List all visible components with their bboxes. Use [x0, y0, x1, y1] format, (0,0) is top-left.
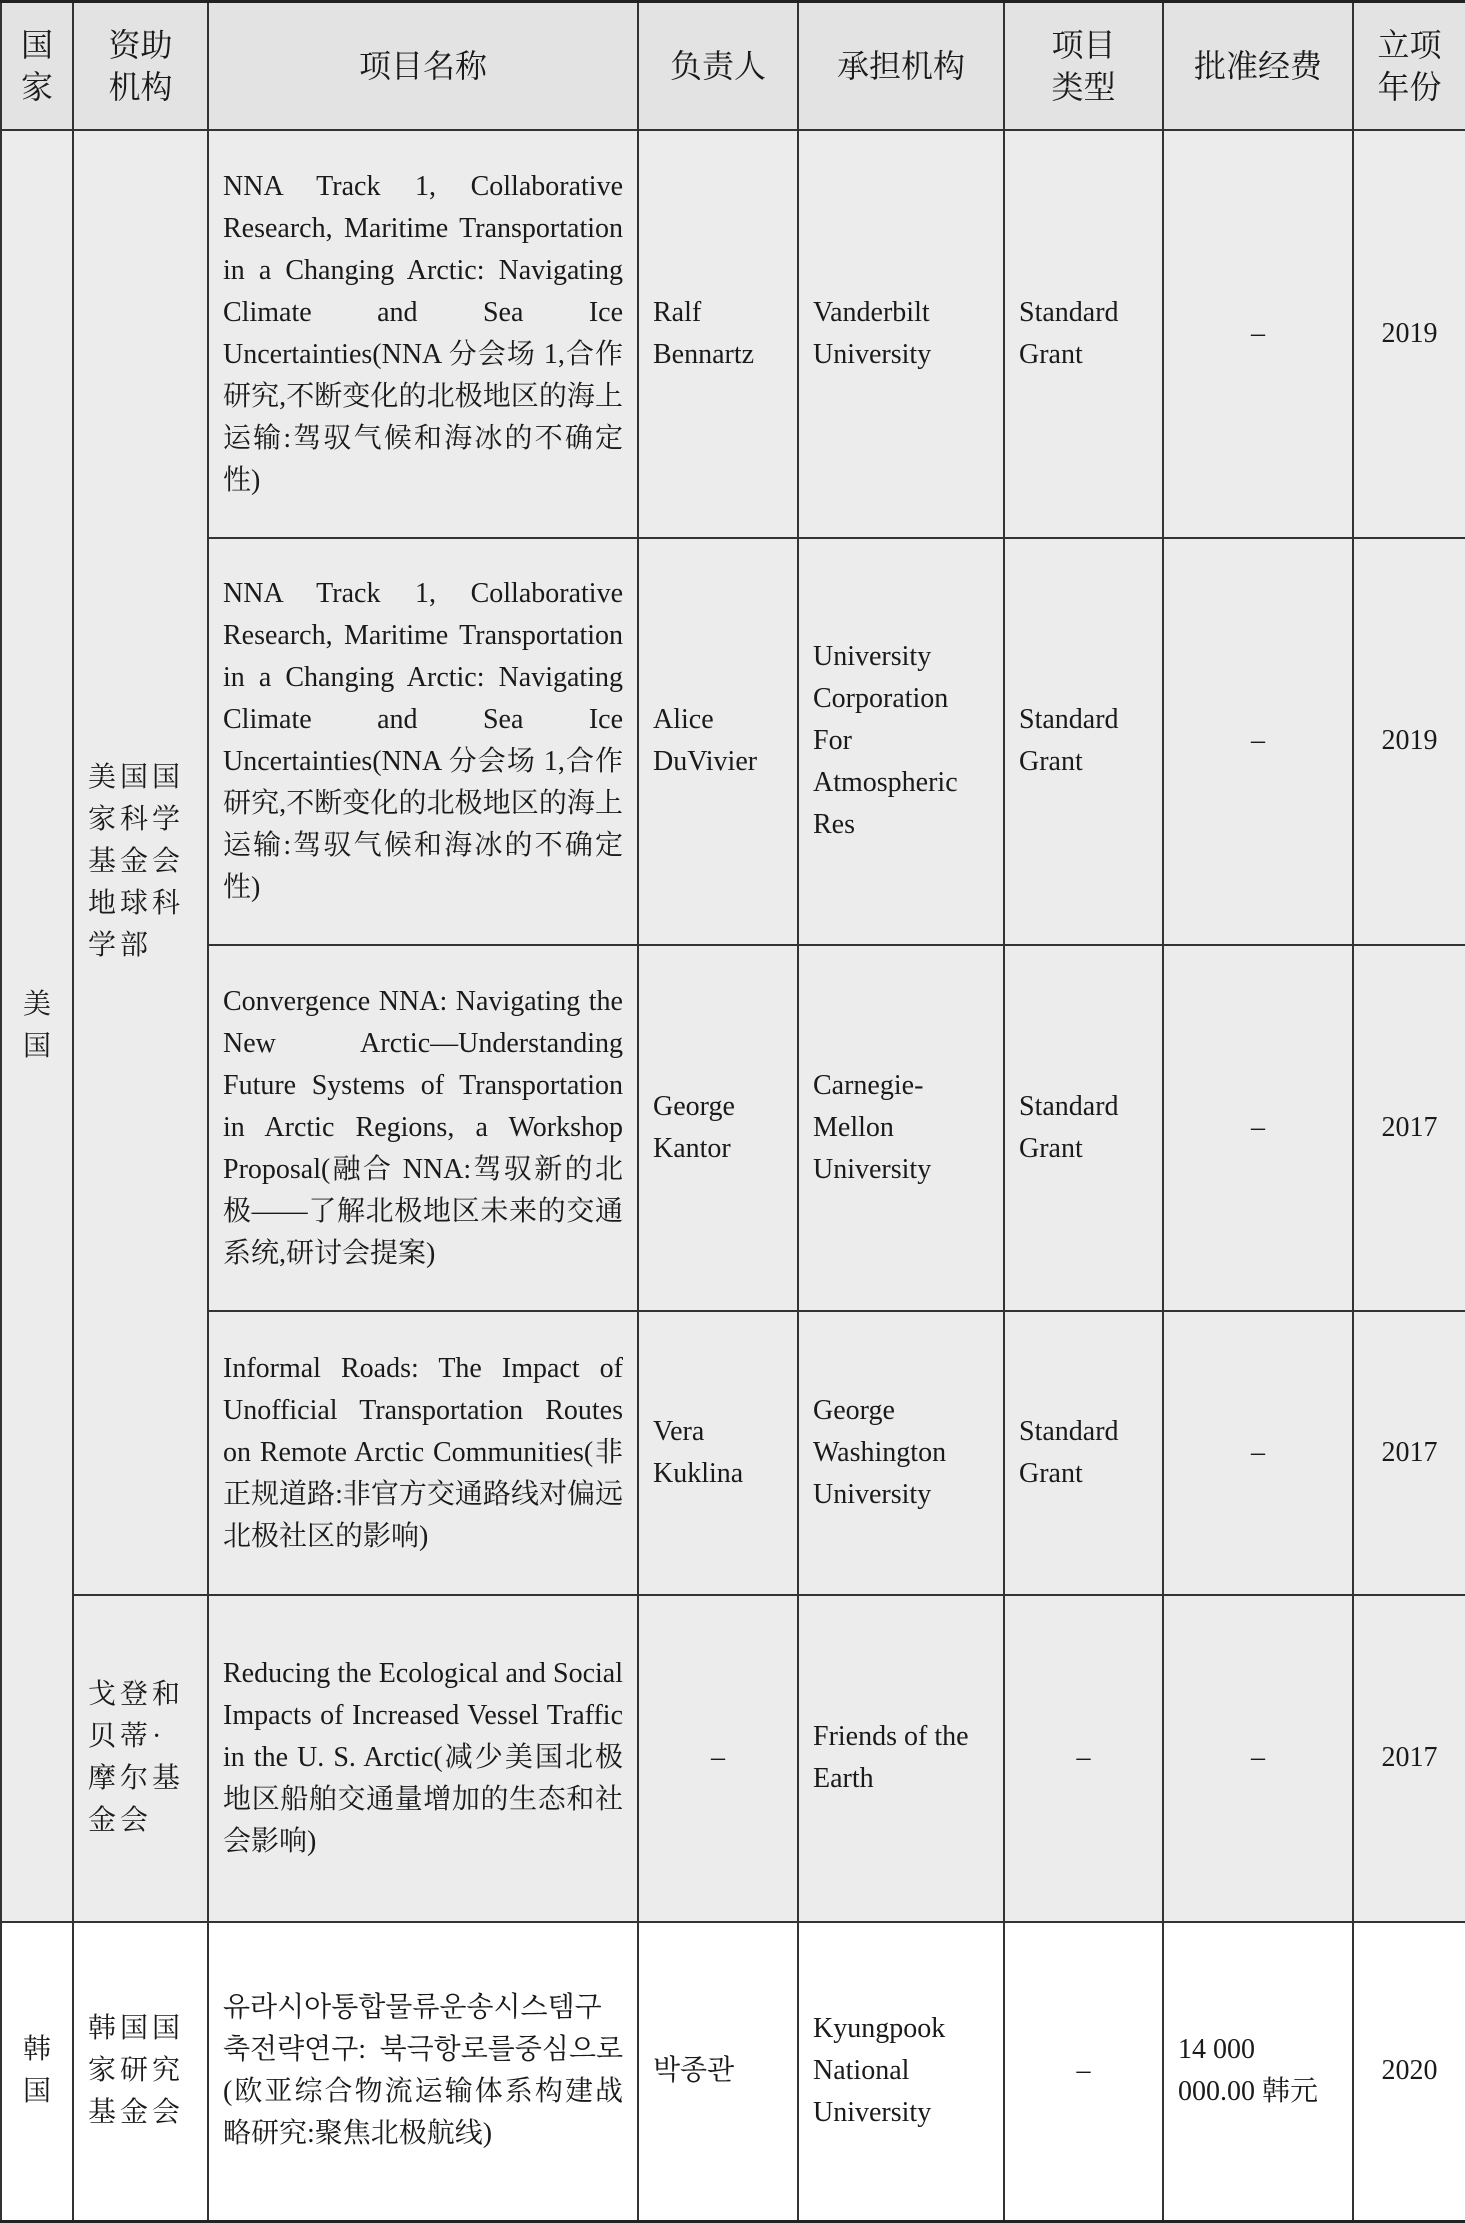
- project-title: Informal Roads: The Impact of Unofficial Transportation Routes on Remote Arctic Communities(非正规道路:非官方交通路线对偏远北极社区的影响): [208, 1311, 638, 1595]
- start-year: 2017: [1353, 1595, 1465, 1922]
- project-type: Standard Grant: [1004, 130, 1163, 538]
- principal-investigator: Ralf Bennartz: [638, 130, 798, 538]
- funder-cell-moore: 戈登和贝蒂·摩尔基金会: [73, 1595, 208, 1922]
- host-institution: University Corporation For Atmospheric Res: [798, 538, 1004, 945]
- table-row: [1, 945, 1465, 1311]
- approved-funding: –: [1163, 538, 1353, 945]
- header-type: 项目类型: [1004, 2, 1163, 130]
- host-institution: Vanderbilt University: [798, 130, 1004, 538]
- table-row: [1, 1922, 1465, 2222]
- project-title: NNA Track 1, Collaborative Research, Maritime Transportation in a Changing Arctic: Navigating Climate and Sea Ice Uncertainties(NNA 分会场 1,合作研究,不断变化的北极地区的海上运输:驾驭气候和海冰的不确定性): [208, 538, 638, 945]
- start-year: 2017: [1353, 1311, 1465, 1595]
- project-type: Standard Grant: [1004, 1311, 1163, 1595]
- approved-funding: –: [1163, 130, 1353, 538]
- host-institution: George Washington University: [798, 1311, 1004, 1595]
- table-row: [1, 130, 1465, 538]
- start-year: 2020: [1353, 1922, 1465, 2222]
- host-institution: Kyungpook National University: [798, 1922, 1004, 2222]
- approved-funding: –: [1163, 1311, 1353, 1595]
- header-pi: 负责人: [638, 2, 798, 130]
- header-institution: 承担机构: [798, 2, 1004, 130]
- approved-funding: –: [1163, 1595, 1353, 1922]
- start-year: 2019: [1353, 538, 1465, 945]
- header-funding: 批准经费: [1163, 2, 1353, 130]
- start-year: 2017: [1353, 945, 1465, 1311]
- country-cell-korea: 韩国: [1, 1922, 73, 2222]
- project-title: NNA Track 1, Collaborative Research, Maritime Transportation in a Changing Arctic: Navigating Climate and Sea Ice Uncertainties(NNA 分会场 1,合作研究,不断变化的北极地区的海上运输:驾驭气候和海冰的不确定性): [208, 130, 638, 538]
- project-type: Standard Grant: [1004, 945, 1163, 1311]
- project-type: –: [1004, 1595, 1163, 1922]
- principal-investigator: Vera Kuklina: [638, 1311, 798, 1595]
- principal-investigator: Alice DuVivier: [638, 538, 798, 945]
- funder-cell-nrf: 韩国国家研究基金会: [73, 1922, 208, 2222]
- principal-investigator: George Kantor: [638, 945, 798, 1311]
- table-row: [1, 1311, 1465, 1595]
- header-row: [1, 2, 1465, 130]
- project-type: Standard Grant: [1004, 538, 1163, 945]
- project-title: 유라시아통합물류운송시스템구축전략연구: 북극항로를중심으로(欧亚综合物流运输体系构建战略研究:聚焦北极航线): [208, 1922, 638, 2222]
- table-row: [1, 1595, 1465, 1922]
- project-type: –: [1004, 1922, 1163, 2222]
- project-title: Convergence NNA: Navigating the New Arctic—Understanding Future Systems of Transportation in Arctic Regions, a Workshop Proposal(融合 NNA:驾驭新的北极——了解北极地区未来的交通系统,研讨会提案): [208, 945, 638, 1311]
- country-cell-usa: 美国: [1, 130, 73, 1922]
- header-title: 项目名称: [208, 2, 638, 130]
- host-institution: Friends of the Earth: [798, 1595, 1004, 1922]
- host-institution: Carnegie-Mellon University: [798, 945, 1004, 1311]
- header-funder: 资助机构: [73, 2, 208, 130]
- header-country: 国家: [1, 2, 73, 130]
- project-title: Reducing the Ecological and Social Impacts of Increased Vessel Traffic in the U. S. Arctic(减少美国北极地区船舶交通量增加的生态和社会影响): [208, 1595, 638, 1922]
- funder-cell-nsf: 美国国家科学基金会地球科学部: [73, 130, 208, 1595]
- approved-funding: –: [1163, 945, 1353, 1311]
- table-row: [1, 538, 1465, 945]
- header-year: 立项年份: [1353, 2, 1465, 130]
- approved-funding: 14 000 000.00 韩元: [1163, 1922, 1353, 2222]
- principal-investigator: –: [638, 1595, 798, 1922]
- start-year: 2019: [1353, 130, 1465, 538]
- principal-investigator: 박종관: [638, 1922, 798, 2222]
